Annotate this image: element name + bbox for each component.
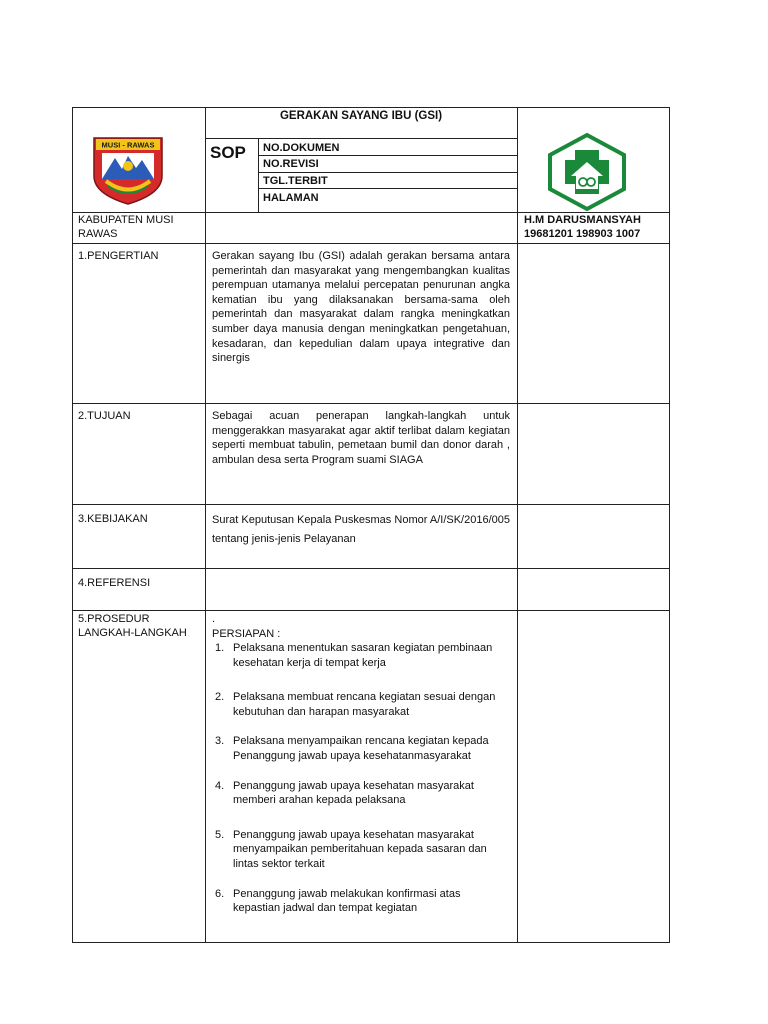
kebijakan-text: Surat Keputusan Kepala Puskesmas Nomor A/I/SK/2016/005 tentang jenis-jenis Pelayanan [212,514,510,545]
row-line-4 [72,504,670,505]
header-divider [205,138,517,139]
sop-label: SOP [210,143,246,162]
list-item [215,690,507,719]
list-item [215,734,507,763]
step-number: 2. [215,691,225,704]
row-line-6 [72,610,670,611]
crest-label: MUSI - RAWAS [101,140,155,150]
column-divider-1 [205,107,206,943]
table-border-left [72,107,73,943]
step-number: 4. [215,779,225,792]
document-title: GERAKAN SAYANG IBU (GSI) [279,110,443,122]
prosedur-dot: . [212,613,216,625]
pengertian-text: Gerakan sayang Ibu (GSI) adalah gerakan bersama antara pemerintah dan masyarakat yang mengembangkan kualitas perempuan utamanya melalui percepatan penurunan angka kematian ibu yang dilaksanakan bersama-sama oleh pemerintah dan masyarakat dalam rangka meningkatkan sumber daya manusia dengan meningkatkan pengetahuan, kesadaran, dan kepedulian dalam upaya integrative dan sinergis [212,250,510,365]
section-label-pengertian: 1.PENGERTIAN [78,250,159,262]
column-divider-2 [517,107,518,943]
meta-divider-2 [258,172,517,173]
step-text: Penanggung jawab melakukan konfirmasi atas kepastian jadwal dan tempat kegiatan [233,887,461,915]
step-number: 3. [215,735,225,748]
section-label-tujuan: 2.TUJUAN [78,410,131,422]
step-text: Pelaksana menyampaikan rencana kegiatan kepada Penanggung jawab upaya kesehatanmasyarakat [233,735,489,762]
section-label-referensi: 4.REFERENSI [78,577,151,589]
list-item [215,779,507,808]
meta-no-revisi: NO.REVISI [263,158,319,170]
step-number: 5. [215,828,225,841]
prosedur-subheading: PERSIAPAN : [212,628,281,640]
step-number: 6. [215,887,225,900]
meta-divider-1 [258,155,517,156]
step-text: Penanggung jawab upaya kesehatan masyarakat menyampaikan pemberitahuan kepada sasaran dan lintas sektor terkait [233,828,487,870]
meta-divider-3 [258,188,517,189]
meta-no-dokumen: NO.DOKUMEN [263,142,340,154]
meta-halaman: HALAMAN [263,192,319,204]
step-number: 1. [215,642,225,654]
table-border-right [669,107,670,943]
table-border-bottom [72,942,670,943]
official-nip: 19681201 198903 1007 [524,228,641,240]
step-text: Penanggung jawab upaya kesehatan masyarakat memberi arahan kepada pelaksana [233,779,474,807]
row-line-3 [72,403,670,404]
row-line-2 [72,243,670,244]
list-item [215,887,507,916]
section-label-kebijakan: 3.KEBIJAKAN [78,513,148,525]
list-item [215,641,507,670]
meta-tgl-terbit: TGL.TERBIT [263,175,328,187]
step-text: Pelaksana membuat rencana kegiatan sesuai dengan kebutuhan dan harapan masyarakat [233,691,496,718]
section-label-langkah: LANGKAH-LANGKAH [78,627,187,639]
puskesmas-logo [546,132,628,212]
prosedur-steps-list [215,641,507,916]
step-text: Pelaksana menentukan sasaran kegiatan pembinaan kesehatan kerja di tempat kerja [233,642,493,669]
row-line-5 [72,568,670,569]
tujuan-text: Sebagai acuan penerapan langkah-langkah untuk menggerakkan masyarakat agar aktif terlibat dalam kegiatan seperti membuat tabulin, pemetaan bumil dan donor darah , ambulan desa serta Program suami SIAGA [212,410,510,466]
region-crest-logo [90,136,166,206]
section-label-prosedur: 5.PROSEDUR [78,613,150,625]
region-name: KABUPATEN MUSI RAWAS [78,214,174,240]
list-item [215,828,507,872]
table-border-top [72,107,670,108]
sop-divider [258,138,259,212]
official-name: H.M DARUSMANSYAH [524,214,641,226]
